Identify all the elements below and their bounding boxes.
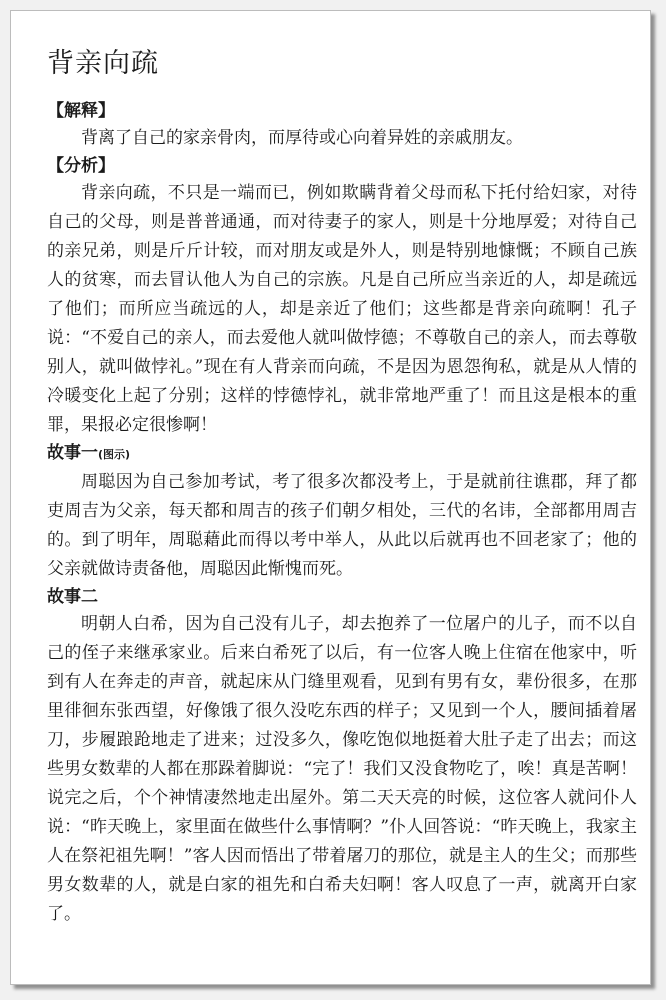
book-page [10,10,651,985]
story2-heading: 故事二 [47,587,98,607]
story2-text: 明朝人白希，因为自己没有儿子，却去抱养了一位屠户的儿子，而不以自己的侄子来继承家业。后来白希死了以后，有一位客人晚上住宿在他家中，听到有人在奔走的声音，就起床从门缝里观看，见到有男有女，辈份很多，在那里徘徊东张西望，好像饿了很久没吃东西的样子；又见到一个人，腰间插着屠刀，步履踉跄地走了进来；过没多久，像吃饱似地挺着大肚子走了出去；而这些男女数辈的人都在那跺着脚说：“完了！我们又没食物吃了，唉！真是苦啊！说完之后，个个神情凄然地走出屋外。第二天天亮的时候，这位客人就问仆人说：“昨天晚上，家里面在做些什么事情啊？”仆人回答说：“昨天晚上，我家主人在祭祀祖先啊！”客人因而悟出了带着屠刀的那位，就是主人的生父；而那些男女数辈的人，就是白家的祖先和白希夫妇啊！客人叹息了一声，就离开白家了。 [47,614,637,924]
page-title: 背亲向疏 [47,48,159,79]
page-content [47,41,637,929]
explanation-heading: 【解释】 [47,101,115,121]
analysis-heading: 【分析】 [47,156,115,176]
story1-text: 周聪因为自己参加考试，考了很多次都没考上，于是就前往谯郡，拜了都吏周吉为父亲，每天都和周吉的孩子们朝夕相处，三代的名讳，全部都用周吉的。到了明年，周聪藉此而得以考中举人，从此以后就再也不回老家了；他的父亲就做诗责备他，周聪因此惭愧而死。 [47,472,637,579]
analysis-text: 背亲向疏，不只是一端而已，例如欺瞒背着父母而私下托付给妇家，对待自己的父母，则是普普通通，而对待妻子的家人，则是十分地厚爱；对待自己的亲兄弟，则是斤斤计较，而对朋友或是外人，则是特别地慷慨；不顾自己族人的贫寒，而去冒认他人为自己的宗族。凡是自己所应当亲近的人，却是疏远了他们；而所应当疏远的人，却是亲近了他们；这些都是背亲向疏啊！孔子说：“不爱自己的亲人，而去爱他人就叫做悖德；不尊敬自己的亲人，而去尊敬别人，就叫做悖礼。”现在有人背亲而向疏，不是因为恩怨徇私，就是从人情的冷暖变化上起了分别；这样的悖德悖礼，就非常地严重了！而且这是根本的重罪，果报必定很惨啊！ [47,183,637,435]
story1-heading [47,440,637,468]
story1-title: 故事一 [47,443,98,463]
story1-note: (图示) [98,448,131,461]
explanation-text: 背离了自己的家亲骨肉，而厚待或心向着异姓的亲戚朋友。 [81,128,523,148]
